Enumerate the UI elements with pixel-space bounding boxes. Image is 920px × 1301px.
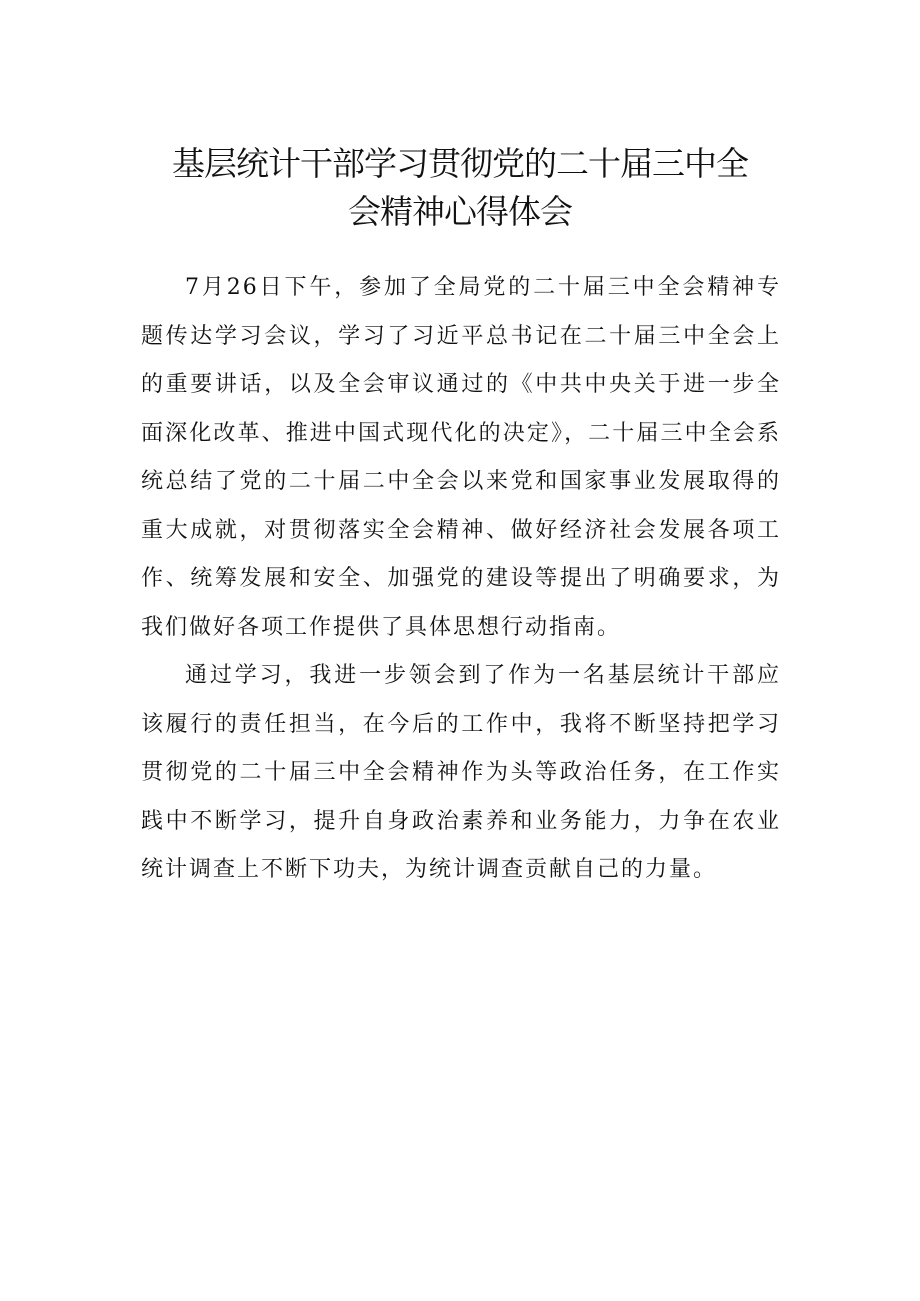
paragraph-1: 7月26日下午，参加了全局党的二十届三中全会精神专题传达学习会议，学习了习近平总书记在二十届三中全会上的重要讲话，以及全会审议通过的《中共中央关于进一步全面深化改革、推进中国式现代化的决定》，二十届三中全会系统总结了党的二十届二中全会以来党和国家事业发展取得的重大成就，对贯彻落实全会精神、做好经济社会发展各项工作、统筹发展和安全、加强党的建设等提出了明确要求，为我们做好各项工作提供了具体思想行动指南。 xyxy=(141,275,781,640)
document-title xyxy=(140,140,780,236)
document-body xyxy=(141,264,781,895)
title-line-1: 基层统计干部学习贯彻党的二十届三中全 xyxy=(172,144,748,183)
title-line-2: 会精神心得体会 xyxy=(348,192,572,231)
paragraph-2: 通过学习，我进一步领会到了作为一名基层统计干部应该履行的责任担当，在今后的工作中，我将不断坚持把学习贯彻党的二十届三中全会精神作为头等政治任务，在工作实践中不断学习，提升自身政治素养和业务能力，力争在农业统计调查上不断下功夫，为统计调查贡献自己的力量。 xyxy=(141,663,781,882)
